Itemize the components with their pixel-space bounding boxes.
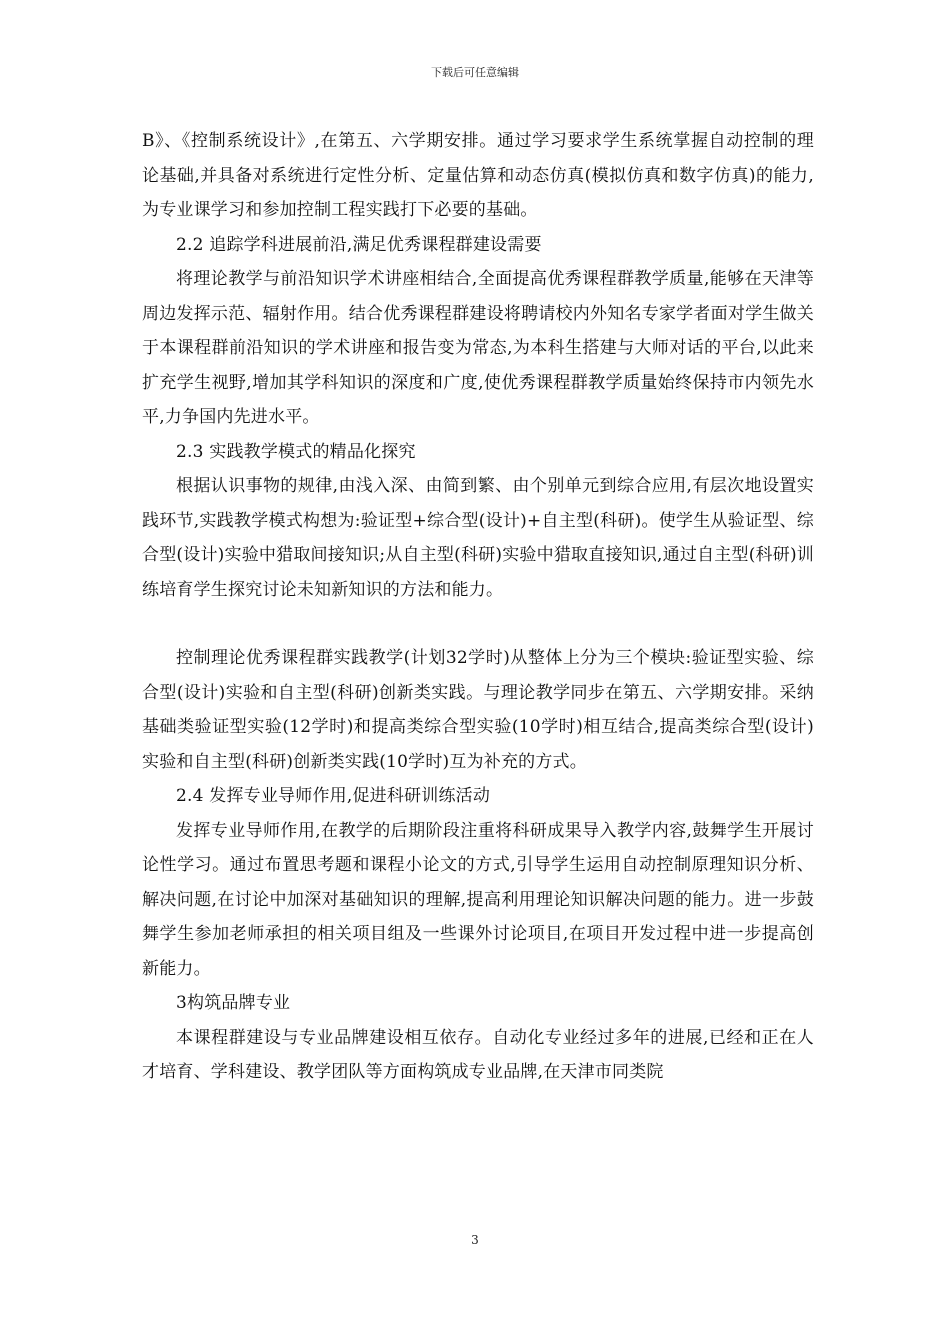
paragraph: 将理论教学与前沿知识学术讲座相结合,全面提高优秀课程群教学质量,能够在天津等周边发挥示范、辐射作用。结合优秀课程群建设将聘请校内外知名专家学者面对学生做关于本课程群前沿知识的学术讲座和报告变为常态,为本科生搭建与大师对话的平台,以此来扩充学生视野,增加其学科知识的深度和广度,使优秀课程群教学质量始终保持市内领先水平,力争国内先进水平。 xyxy=(142,269,814,427)
paragraph: 发挥专业导师作用,在教学的后期阶段注重将科研成果导入教学内容,鼓舞学生开展讨论性学习。通过布置思考题和课程小论文的方式,引导学生运用自动控制原理知识分析、解决问题,在讨论中加深对基础知识的理解,提高利用理论知识解决问题的能力。进一步鼓舞学生参加老师承担的相关项目组及一些课外讨论项目,在项目开发过程中进一步提高创新能力。 xyxy=(142,820,814,979)
page-number: 3 xyxy=(471,1233,479,1247)
paragraph-gap xyxy=(142,607,814,641)
section-heading: 2.3 实践教学模式的精品化探究 xyxy=(176,441,416,462)
paragraph: 本课程群建设与专业品牌建设相互依存。自动化专业经过多年的进展,已经和正在人才培育、学科建设、教学团队等方面构筑成专业品牌,在天津市同类院 xyxy=(142,1027,814,1082)
section-heading: 3构筑品牌专业 xyxy=(176,993,291,1013)
page-header: 下载后可任意编辑 xyxy=(431,66,519,79)
section-heading: 2.2 追踪学科进展前沿,满足优秀课程群建设需要 xyxy=(176,234,542,255)
paragraph: 根据认识事物的规律,由浅入深、由简到繁、由个别单元到综合应用,有层次地设置实践环节,实践教学模式构想为:验证型+综合型(设计)+自主型(科研)。使学生从验证型、综合型(设计)实验中猎取间接知识;从自主型(科研)实验中猎取直接知识,通过自主型(科研)训练培育学生探究讨论未知新知识的方法和能力。 xyxy=(142,476,814,600)
paragraph: 控制理论优秀课程群实践教学(计划32学时)从整体上分为三个模块:验证型实验、综合型(设计)实验和自主型(科研)创新类实践。与理论教学同步在第五、六学期安排。采纳基础类验证型实验(12学时)和提高类综合型实验(10学时)相互结合,提高类综合型(设计)实验和自主型(科研)创新类实践(10学时)互为补充的方式。 xyxy=(142,648,814,772)
section-heading: 2.4 发挥专业导师作用,促进科研训练活动 xyxy=(176,786,491,806)
paragraph: B》、《控制系统设计》,在第五、六学期安排。通过学习要求学生系统掌握自动控制的理论基础,并具备对系统进行定性分析、定量估算和动态仿真(模拟仿真和数字仿真)的能力,为专业课学习和参加控制工程实践打下必要的基础。 xyxy=(142,131,814,220)
document-body xyxy=(142,124,814,1090)
